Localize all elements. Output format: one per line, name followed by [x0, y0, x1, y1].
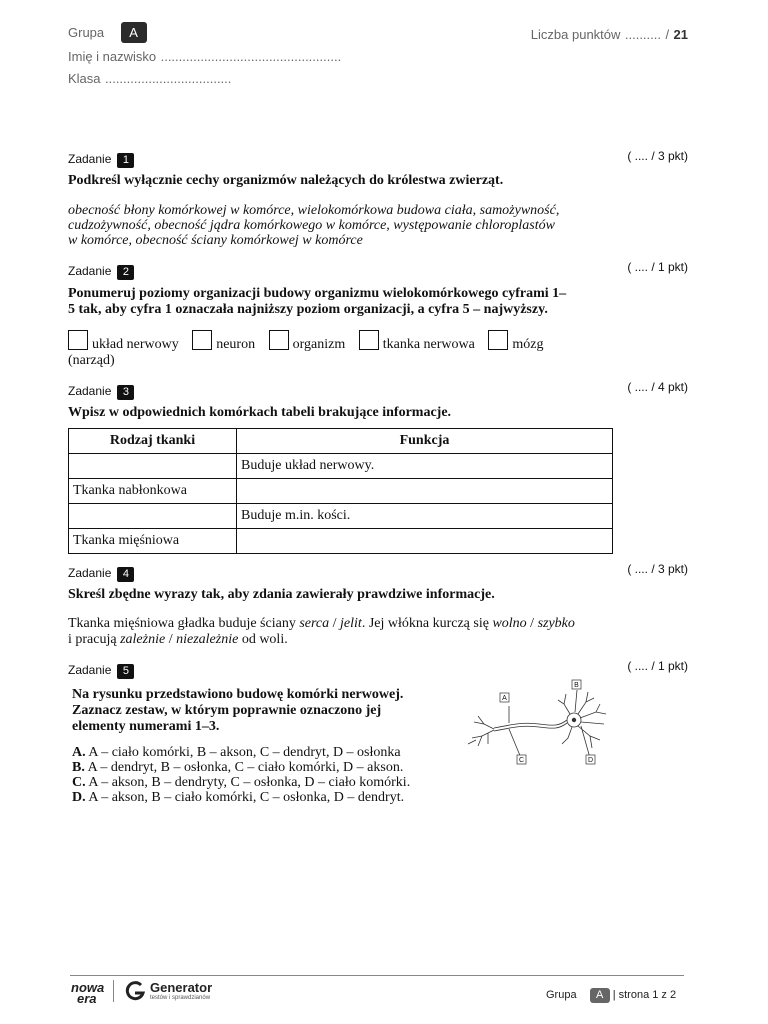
task-4-instruction: Skreśl zbędne wyrazy tak, aby zdania zawierały prawdziwe informacje.: [68, 587, 495, 602]
option-mozg: [488, 337, 543, 352]
table-cell: Buduje układ nerwowy.: [237, 454, 613, 479]
task-number-badge: 5: [117, 664, 134, 679]
class-label: Klasa: [68, 71, 101, 86]
task-4-heading: [68, 564, 134, 582]
task-1-text[interactable]: [68, 203, 559, 248]
footer-group-label: Grupa: [546, 989, 577, 1001]
task-5-answers: [72, 745, 410, 805]
word-option-serca[interactable]: serca: [299, 616, 330, 631]
task-5-points[interactable]: ( .... / 1 pkt): [627, 659, 688, 673]
figure-label-c: C: [518, 757, 525, 764]
task-2-heading: [68, 262, 134, 280]
table-cell[interactable]: [69, 504, 237, 529]
figure-label-a: A: [502, 695, 507, 702]
group-field: [68, 22, 147, 43]
points-label: Liczba punktów: [530, 27, 621, 42]
name-dots: ..................................................: [160, 49, 342, 64]
logo-era: era: [77, 991, 97, 1006]
task-label: Zadanie: [68, 264, 112, 278]
table-row: [69, 504, 613, 529]
name-field[interactable]: [68, 48, 341, 66]
task-label: Zadanie: [68, 566, 112, 580]
table-cell[interactable]: [237, 529, 613, 554]
table-cell: Tkanka mięśniowa: [69, 529, 237, 554]
task-1-instruction: Podkreśl wyłącznie cechy organizmów należących do królestwa zwierząt.: [68, 173, 504, 188]
generator-logo: [150, 980, 212, 1001]
task-number-badge: 3: [117, 385, 134, 400]
answer-option-c[interactable]: [72, 775, 410, 790]
option-tkanka-nerwowa: [359, 337, 475, 352]
text-span: od woli.: [238, 632, 288, 647]
task-1-points[interactable]: ( .... / 3 pkt): [627, 149, 688, 163]
task-5-instruction-line: elementy numerami 1–3.: [72, 719, 220, 734]
points-dots: ..........: [624, 27, 661, 42]
logo-nowa: nowa: [71, 980, 105, 995]
table-header-row: [69, 429, 613, 454]
task-2-options: [68, 330, 628, 369]
tissue-table: [68, 428, 613, 554]
task-2-instruction: [68, 286, 566, 318]
table-cell: Tkanka nabłonkowa: [69, 479, 237, 504]
task-1-line: cudzożywność, obecność jądra komórkowego w komórce, występowanie chloroplastów: [68, 218, 555, 233]
table-cell: Buduje m.in. kości.: [237, 504, 613, 529]
checkbox[interactable]: [192, 330, 212, 350]
points-total: 21: [673, 27, 688, 42]
task-label: Zadanie: [68, 663, 112, 677]
separator: /: [165, 632, 177, 647]
group-label: Grupa: [68, 25, 105, 40]
option-label: organizm: [292, 337, 346, 352]
answer-letter: D.: [72, 790, 86, 805]
answer-letter: B.: [72, 760, 85, 775]
table-row: [69, 454, 613, 479]
task-3-instruction: Wpisz w odpowiednich komórkach tabeli brakujące informacje.: [68, 405, 452, 420]
option-label: neuron: [216, 337, 256, 352]
class-dots: ...................................: [104, 71, 232, 86]
task-2-instruction-line: Ponumeruj poziomy organizacji budowy organizmu wielokomórkowego cyframi 1–: [68, 286, 567, 301]
task-number-badge: 2: [117, 265, 134, 280]
figure-label-d: D: [587, 757, 594, 764]
separator: /: [526, 616, 538, 631]
logo-divider: [113, 980, 114, 1002]
figure-label-b: B: [574, 682, 579, 689]
task-1-heading: [68, 150, 134, 168]
task-4-text: [68, 616, 575, 648]
task-3-heading: [68, 382, 134, 400]
task-number-badge: 4: [117, 567, 134, 582]
task-1-line: w komórce, obecność ściany komórkowej w komórce: [68, 233, 363, 248]
answer-text: A – ciało komórki, B – akson, C – dendryt, D – osłonka: [85, 745, 401, 760]
task-label: Zadanie: [68, 384, 112, 398]
option-uklad-nerwowy: [68, 337, 179, 352]
points-summary: [531, 26, 688, 44]
task-5-instruction-line: Na rysunku przedstawiono budowę komórki nerwowej.: [72, 687, 404, 702]
task-3-points[interactable]: ( .... / 4 pkt): [627, 380, 688, 394]
neuron-diagram: [464, 678, 612, 770]
word-option-zaleznie[interactable]: zależnie: [120, 632, 166, 647]
word-option-wolno[interactable]: wolno: [492, 616, 527, 631]
generator-logo-icon: [124, 980, 146, 1002]
answer-text: A – akson, B – ciało komórki, C – osłonka, D – dendryt.: [85, 790, 405, 805]
word-option-jelit[interactable]: jelit: [340, 616, 362, 631]
task-2-instruction-line: 5 tak, aby cyfra 1 oznaczała najniższy poziom organizacji, a cyfra 5 – najwyższy.: [68, 302, 548, 317]
word-option-szybko[interactable]: szybko: [537, 616, 575, 631]
separator: /: [329, 616, 341, 631]
nowa-era-logo: [71, 982, 105, 1004]
answer-option-b[interactable]: [72, 760, 410, 775]
table-row: [69, 529, 613, 554]
option-wrap-text: (narząd): [68, 353, 115, 368]
footer-page-number: | strona 1 z 2: [612, 989, 677, 1001]
option-organizm: [269, 337, 346, 352]
name-label: Imię i nazwisko: [68, 49, 157, 64]
option-neuron: [192, 337, 255, 352]
group-badge: A: [121, 22, 147, 43]
text-span: i pracują: [68, 632, 121, 647]
answer-letter: A.: [72, 745, 86, 760]
table-cell[interactable]: [69, 454, 237, 479]
checkbox[interactable]: [269, 330, 289, 350]
answer-option-a[interactable]: [72, 745, 410, 760]
logo-generator-text: Generator: [150, 980, 213, 995]
task-4-line-1: [68, 616, 575, 632]
text-span: . Jej włókna kurczą się: [361, 616, 493, 631]
checkbox[interactable]: [68, 330, 88, 350]
text-span: Tkanka mięśniowa gładka buduje ściany: [68, 616, 300, 631]
task-2-points[interactable]: ( .... / 1 pkt): [627, 260, 688, 274]
footer-group-badge: A: [590, 988, 610, 1003]
task-5-instruction: [72, 687, 403, 735]
option-label: mózg: [512, 337, 544, 352]
task-1-line: obecność błony komórkowej w komórce, wielokomórkowa budowa ciała, samożywność,: [68, 203, 560, 218]
table-row: [69, 479, 613, 504]
task-5-instruction-line: Zaznacz zestaw, w którym poprawnie oznaczono jej: [72, 703, 382, 718]
answer-option-d[interactable]: [72, 790, 410, 805]
task-5-heading: [68, 661, 134, 679]
class-field[interactable]: [68, 70, 231, 88]
footer-divider: [70, 975, 684, 976]
answer-text: A – akson, B – dendryty, C – osłonka, D – ciało komórki.: [85, 775, 411, 790]
answer-letter: C.: [72, 775, 86, 790]
answer-text: A – dendryt, B – osłonka, C – ciało komórki, D – akson.: [84, 760, 404, 775]
logo-generator-sub: testów i sprawdzianów: [150, 995, 211, 1001]
checkbox[interactable]: [488, 330, 508, 350]
footer-group-info: [546, 988, 676, 1003]
table-cell[interactable]: [237, 479, 613, 504]
task-4-points[interactable]: ( .... / 3 pkt): [627, 562, 688, 576]
table-header: Rodzaj tkanki: [69, 429, 237, 454]
checkbox[interactable]: [359, 330, 379, 350]
table-header: Funkcja: [237, 429, 613, 454]
task-label: Zadanie: [68, 152, 112, 166]
task-4-line-2: [68, 632, 575, 648]
word-option-niezaleznie[interactable]: niezależnie: [176, 632, 239, 647]
nucleus-dot: [572, 718, 576, 722]
points-separator: /: [665, 27, 670, 42]
option-label: tkanka nerwowa: [382, 337, 475, 352]
option-label: układ nerwowy: [92, 337, 179, 352]
task-number-badge: 1: [117, 153, 134, 168]
